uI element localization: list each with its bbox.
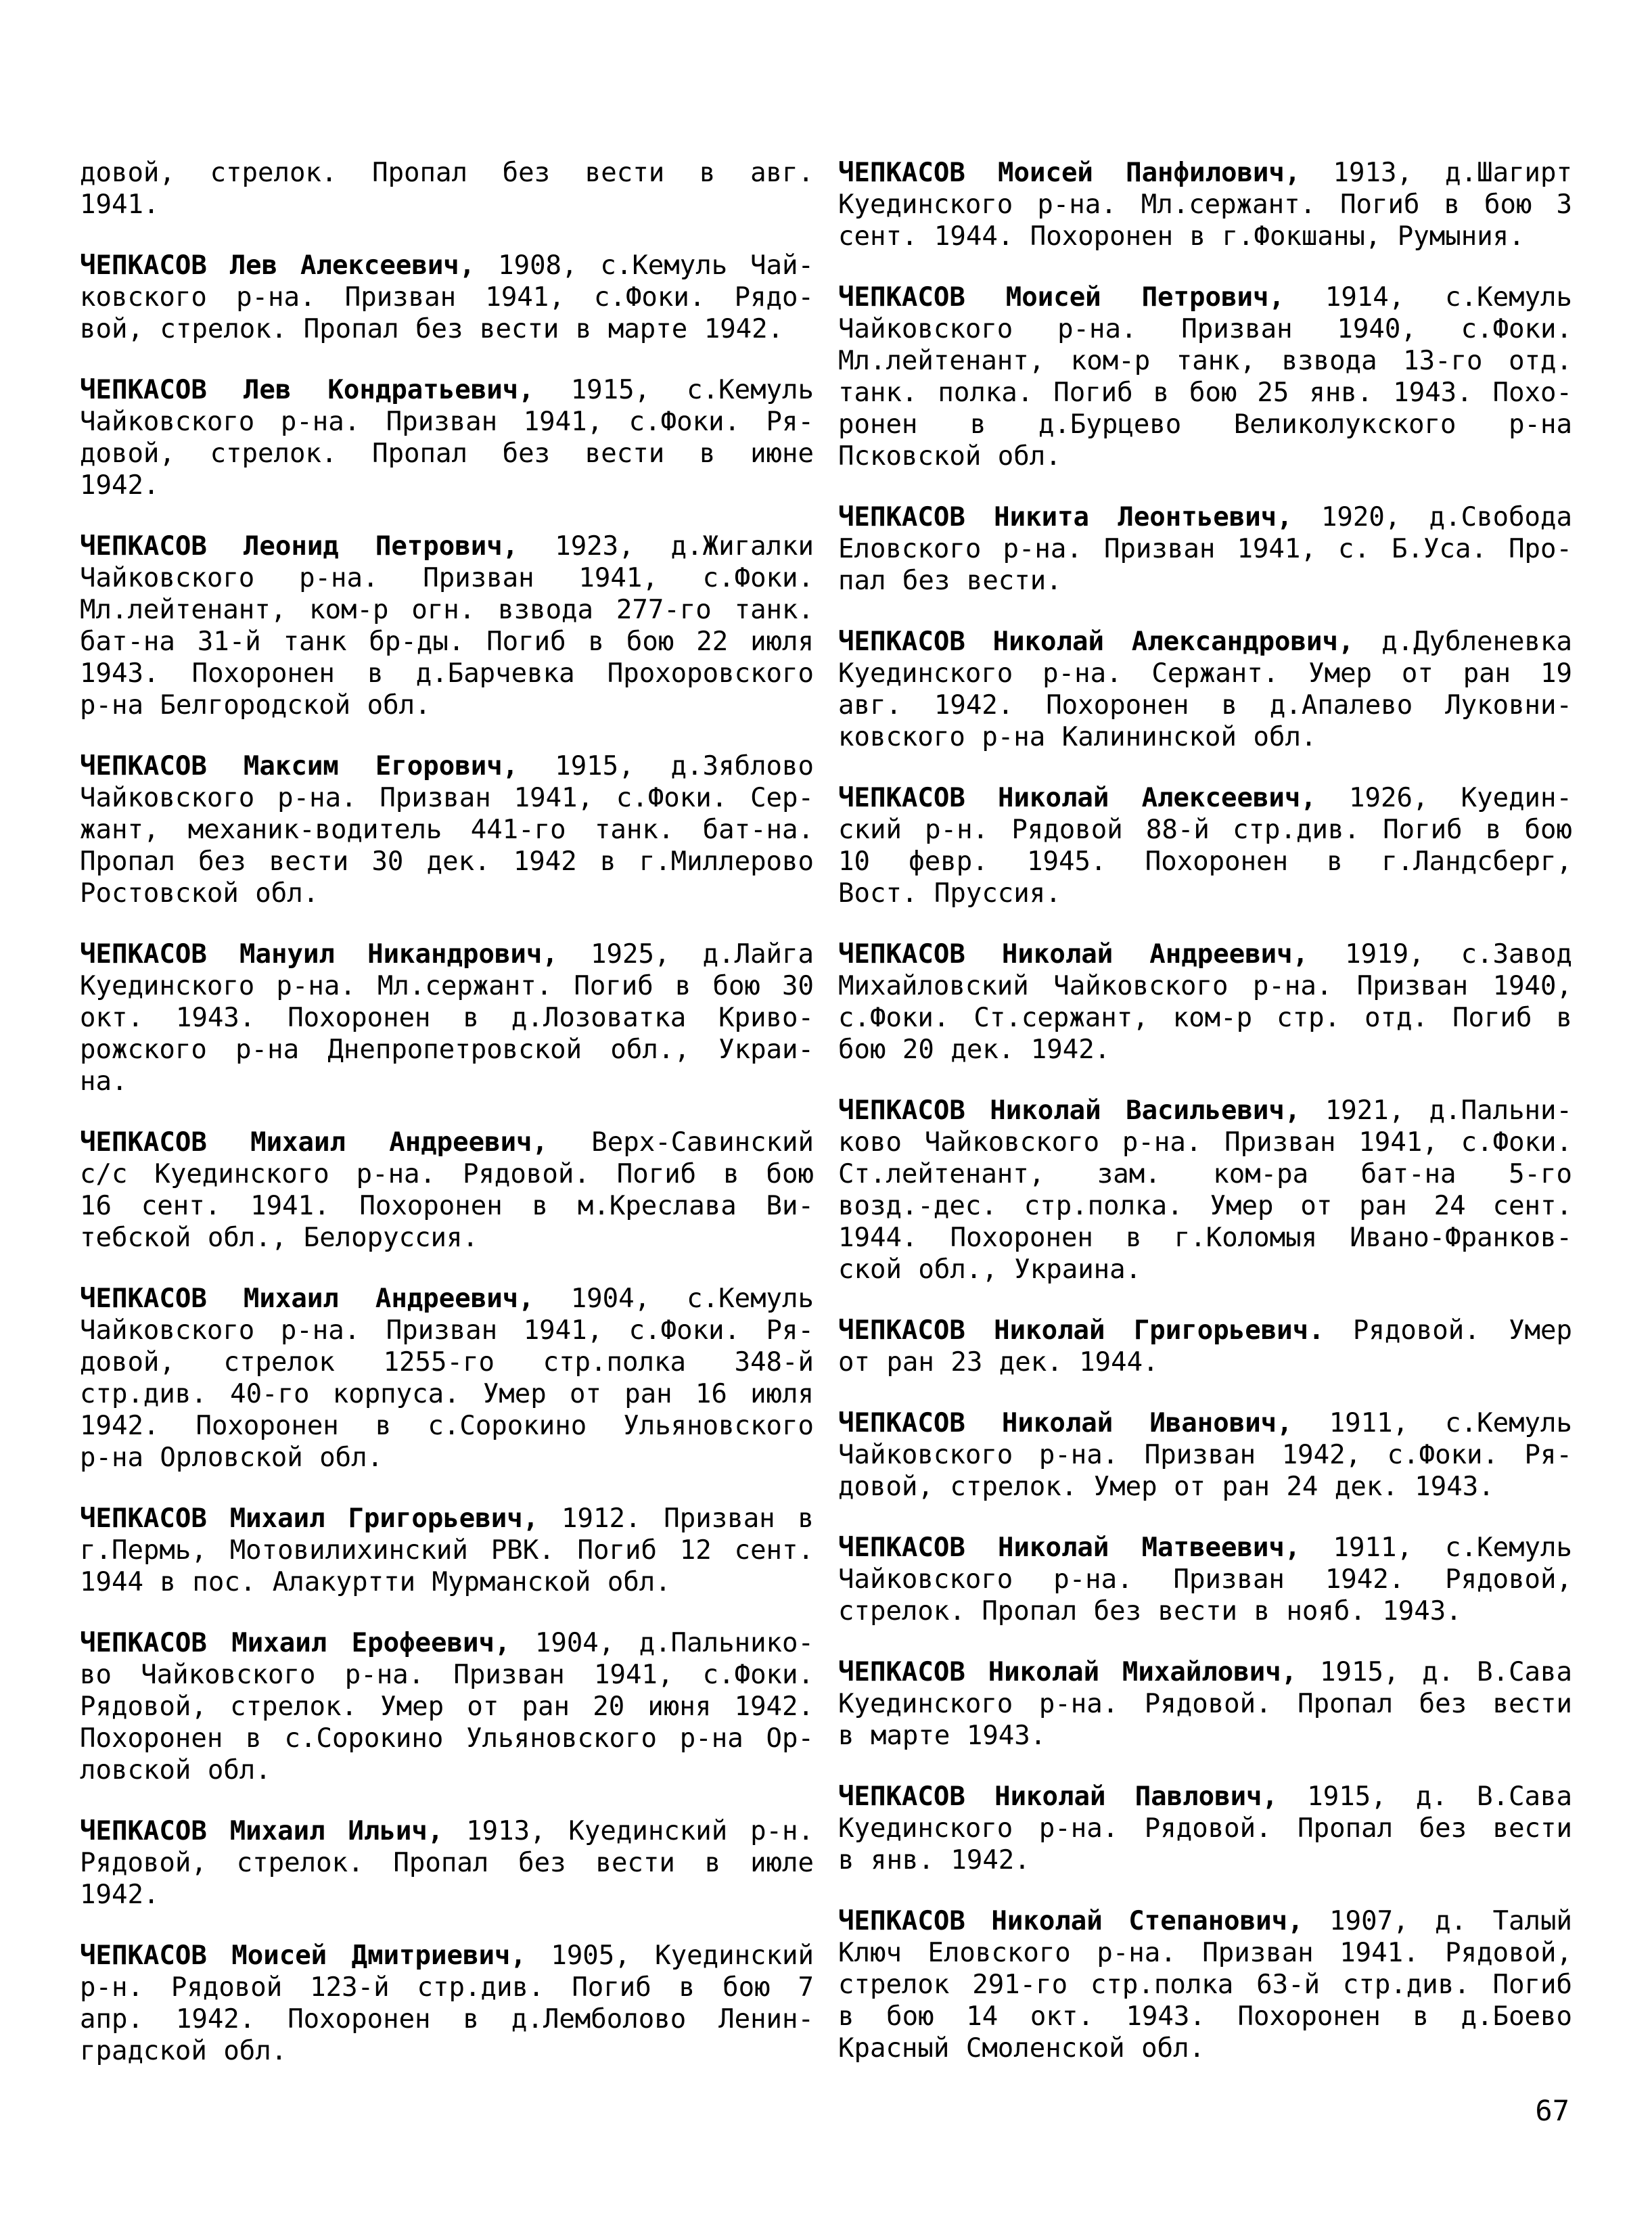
entry-name: ЧЕПКАСОВ Моисей Петрович, [838, 282, 1285, 313]
entry-line: ковского р-на Калининской обл. [838, 722, 1317, 752]
entry-line: ЧЕПКАСОВ Николай Павлович, 1915, д. В.Сава [838, 1781, 1572, 1812]
entry-name: ЧЕПКАСОВ Николай Павлович, [838, 1781, 1279, 1812]
entry-line: Куединского р-на. Сержант. Умер от ран 19 [838, 658, 1572, 689]
entry-line: вой, стрелок. Пропал без вести в марте 1942. [80, 314, 784, 344]
entry-name: ЧЕПКАСОВ Николай Михайлович, [838, 1657, 1298, 1687]
entry-name: ЧЕПКАСОВ Николай Григорьевич. [838, 1315, 1325, 1346]
entry-name: ЧЕПКАСОВ Николай Алексеевич, [838, 783, 1316, 813]
column-left [80, 157, 814, 2067]
entry-line: Куединского р-на. Рядовой. Пропал без вести [838, 1689, 1572, 1719]
entry-line: ЧЕПКАСОВ Леонид Петрович, 1923, д.Жигалки [80, 531, 814, 562]
entry-line: ЧЕПКАСОВ Никита Леонтьевич, 1920, д.Свобода [838, 502, 1572, 532]
entry-line: ЧЕПКАСОВ Николай Андреевич, 1919, с.Завод [838, 939, 1572, 970]
entry-line: апр. 1942. Похоронен в д.Лемболово Ленин- [80, 2004, 814, 2034]
entry-line: сент. 1944. Похоронен в г.Фокшаны, Румыния. [838, 221, 1525, 252]
memorial-entry [80, 938, 814, 1097]
entry-line: в бою 14 окт. 1943. Похоронен в д.Боево [838, 2001, 1572, 2032]
entry-line: р-на Орловской обл. [80, 1442, 384, 1473]
entry-line: стрелок 291-го стр.полка 63-й стр.див. Погиб [838, 1970, 1572, 2000]
entry-line: Ростовской обл. [80, 878, 319, 909]
entry-name: ЧЕПКАСОВ Николай Андреевич, [838, 939, 1309, 970]
entry-name: ЧЕПКАСОВ Михаил Ильич, [80, 1816, 444, 1846]
entry-line: 1943. Похоронен в д.Барчевка Прохоровского [80, 658, 814, 689]
entry-name: ЧЕПКАСОВ Николай Степанович, [838, 1906, 1304, 1936]
entry-line: стр.див. 40-го корпуса. Умер от ран 16 июля [80, 1379, 814, 1409]
entry-line: ЧЕПКАСОВ Моисей Дмитриевич, 1905, Куединский [80, 1940, 814, 1971]
entry-name: ЧЕПКАСОВ Моисей Дмитриевич, [80, 1940, 526, 1971]
entry-line: Чайковского р-на. Призван 1942, с.Фоки. Ря- [838, 1440, 1572, 1470]
entry-line: градской обл. [80, 2036, 288, 2066]
entry-line: ковского р-на. Призван 1941, с.Фоки. Рядо- [80, 282, 814, 313]
memorial-entry [80, 250, 814, 345]
page-number: 67 [1535, 2094, 1569, 2127]
entry-line: ронен в д.Бурцево Великолукского р-на [838, 409, 1572, 440]
memorial-entry [838, 1656, 1572, 1752]
entry-line: Чайковского р-на. Призван 1941, с.Фоки. Ря- [80, 1315, 814, 1346]
memorial-entry [80, 1940, 814, 2067]
entry-line: Куединского р-на. Мл.сержант. Погиб в бою 30 [80, 971, 814, 1001]
entry-line: Мл.лейтенант, ком-р огн. взвода 277-го танк. [80, 595, 814, 625]
memorial-entry [80, 1503, 814, 1598]
entry-line: 1942. [80, 470, 160, 501]
entry-line: ской обл., Украина. [838, 1254, 1142, 1285]
entry-line: Чайковского р-на. Призван 1940, с.Фоки. [838, 314, 1572, 344]
entry-line: Еловского р-на. Призван 1941, с. Б.Уса. Про- [838, 534, 1572, 564]
entry-line: рожского р-на Днепропетровской обл., Украи- [80, 1035, 814, 1065]
entry-name: ЧЕПКАСОВ Николай Александрович, [838, 627, 1354, 657]
entry-line: ЧЕПКАСОВ Лев Алексеевич, 1908, с.Кемуль Чай- [80, 250, 814, 281]
entry-line: ЧЕПКАСОВ Николай Степанович, 1907, д. Талый [838, 1906, 1572, 1936]
entry-line: ЧЕПКАСОВ Николай Михайлович, 1915, д. В.Сава [838, 1657, 1572, 1687]
entry-line: 1942. [80, 1880, 160, 1910]
memorial-entry [838, 626, 1572, 753]
entry-line: на. [80, 1066, 128, 1097]
entry-name: ЧЕПКАСОВ Мануил Никандрович, [80, 939, 558, 970]
entry-name: ЧЕПКАСОВ Михаил Григорьевич, [80, 1503, 539, 1534]
memorial-entry [838, 1781, 1572, 1876]
entry-line: с/с Куединского р-на. Рядовой. Погиб в бою [80, 1159, 814, 1189]
two-column-text-block [80, 157, 1572, 2067]
entry-line: Ключ Еловского р-на. Призван 1941. Рядовой, [838, 1938, 1572, 1968]
entry-name: ЧЕПКАСОВ Леонид Петрович, [80, 531, 519, 562]
entry-line: 16 сент. 1941. Похоронен в м.Креслава Ви- [80, 1191, 814, 1221]
memorial-entry [838, 501, 1572, 597]
entry-line: Чайковского р-на. Призван 1941, с.Фоки. [80, 563, 814, 593]
entry-line: ловской обл. [80, 1755, 271, 1786]
entry-name: ЧЕПКАСОВ Михаил Андреевич, [80, 1127, 549, 1158]
entry-line: жант, механик-водитель 441-го танк. бат-на. [80, 815, 814, 845]
entry-name: ЧЕПКАСОВ Михаил Ерофеевич, [80, 1628, 511, 1658]
entry-line: ский р-н. Рядовой 88-й стр.див. Погиб в бою [838, 815, 1572, 845]
memorial-entry [838, 1095, 1572, 1286]
entry-line: Ст.лейтенант, зам. ком-ра бат-на 5-го [838, 1159, 1572, 1189]
entry-line: ЧЕПКАСОВ Михаил Григорьевич, 1912. Призван в [80, 1503, 814, 1534]
memorial-entry [80, 157, 814, 221]
memorial-entry [838, 1905, 1572, 2064]
memorial-entry [80, 374, 814, 501]
memorial-entry [80, 750, 814, 909]
entry-line: пал без вести. [838, 566, 1062, 596]
entry-line: Псковской обл. [838, 441, 1061, 472]
entry-line: Вост. Пруссия. [838, 878, 1061, 909]
entry-line: Пропал без вести 30 дек. 1942 в г.Миллерово [80, 846, 814, 877]
entry-line: довой, стрелок. Умер от ран 24 дек. 1943. [838, 1472, 1494, 1502]
entry-line: Михайловский Чайковского р-на. Призван 1940, [838, 971, 1572, 1001]
entry-line: ЧЕПКАСОВ Михаил Андреевич, Верх-Савинский [80, 1127, 814, 1158]
entry-name: ЧЕПКАСОВ Лев Алексеевич, [80, 250, 476, 281]
entry-line: 1942. Похоронен в с.Сорокино Ульяновского [80, 1411, 814, 1441]
entry-line: бою 20 дек. 1942. [838, 1035, 1111, 1065]
entry-line: р-на Белгородской обл. [80, 690, 431, 721]
entry-line: Рядовой, стрелок. Пропал без вести в июле [80, 1848, 814, 1878]
entry-line: р-н. Рядовой 123-й стр.див. Погиб в бою 7 [80, 1972, 814, 2003]
entry-line: Чайковского р-на. Призван 1942. Рядовой, [838, 1564, 1572, 1595]
entry-line: в янв. 1942. [838, 1845, 1030, 1875]
entry-line: от ран 23 дек. 1944. [838, 1347, 1159, 1378]
entry-line: с.Фоки. Ст.сержант, ком-р стр. отд. Погиб в [838, 1003, 1572, 1033]
entry-line: ково Чайковского р-на. Призван 1941, с.Фоки. [838, 1127, 1572, 1158]
memorial-entry [838, 782, 1572, 909]
entry-line: во Чайковского р-на. Призван 1941, с.Фоки. [80, 1660, 814, 1690]
entry-line: авг. 1942. Похоронен в д.Апалево Луковни- [838, 690, 1572, 721]
entry-line: ЧЕПКАСОВ Михаил Ерофеевич, 1904, д.Пальнико- [80, 1628, 814, 1658]
entry-line: тебской обл., Белоруссия. [80, 1223, 478, 1253]
entry-line: 1941. [80, 189, 160, 220]
entry-line: ЧЕПКАСОВ Лев Кондратьевич, 1915, с.Кемуль [80, 375, 814, 405]
entry-name: ЧЕПКАСОВ Михаил Андреевич, [80, 1283, 534, 1314]
entry-line: танк. полка. Погиб в бою 25 янв. 1943. Похо- [838, 378, 1572, 408]
entry-line: довой, стрелок 1255-го стр.полка 348-й [80, 1347, 814, 1378]
entry-line: ЧЕПКАСОВ Моисей Панфилович, 1913, д.Шагирт [838, 158, 1572, 188]
entry-line: ЧЕПКАСОВ Николай Матвеевич, 1911, с.Кемуль [838, 1532, 1572, 1563]
entry-line: ЧЕПКАСОВ Мануил Никандрович, 1925, д.Лайга [80, 939, 814, 970]
entry-name: ЧЕПКАСОВ Максим Егорович, [80, 751, 519, 781]
memorial-entry [838, 157, 1572, 252]
entry-line: Чайковского р-на. Призван 1941, с.Фоки. Сер- [80, 783, 814, 813]
entry-name: ЧЕПКАСОВ Никита Леонтьевич, [838, 502, 1293, 532]
entry-line: Мл.лейтенант, ком-р танк, взвода 13-го отд. [838, 346, 1572, 376]
entry-line: ЧЕПКАСОВ Моисей Петрович, 1914, с.Кемуль [838, 282, 1573, 313]
entry-line: ЧЕПКАСОВ Николай Григорьевич. Рядовой. Умер [838, 1315, 1572, 1346]
entry-line: Куединского р-на. Мл.сержант. Погиб в бою 3 [838, 189, 1572, 220]
memorial-entry [80, 1627, 814, 1786]
entry-line: 1944 в пос. Алакуртти Мурманской обл. [80, 1567, 671, 1597]
memorial-entry [838, 281, 1572, 472]
entry-line: стрелок. Пропал без вести в нояб. 1943. [838, 1596, 1462, 1627]
entry-name: ЧЕПКАСОВ Лев Кондратьевич, [80, 375, 534, 405]
entry-name: ЧЕПКАСОВ Николай Иванович, [838, 1408, 1293, 1438]
memorial-entry [80, 530, 814, 721]
memorial-entry [838, 1532, 1572, 1627]
entry-line: ЧЕПКАСОВ Николай Васильевич, 1921, д.Пальни- [838, 1095, 1572, 1126]
entry-name: ЧЕПКАСОВ Николай Васильевич, [838, 1095, 1301, 1126]
entry-line: Чайковского р-на. Призван 1941, с.Фоки. Ря- [80, 407, 814, 437]
entry-line: ЧЕПКАСОВ Николай Александрович, д.Дубленевка [838, 627, 1572, 657]
entry-line: 10 февр. 1945. Похоронен в г.Ландсберг, [838, 846, 1572, 877]
entry-line: ЧЕПКАСОВ Михаил Ильич, 1913, Куединский р-н. [80, 1816, 814, 1846]
entry-name: ЧЕПКАСОВ Моисей Панфилович, [838, 158, 1301, 188]
column-right [838, 157, 1572, 2067]
entry-line: довой, стрелок. Пропал без вести в авг. [80, 158, 814, 188]
memorial-entry [80, 1127, 814, 1254]
entry-line: довой, стрелок. Пропал без вести в июне [80, 438, 814, 469]
entry-line: Красный Смоленской обл. [838, 2033, 1206, 2064]
entry-line: возд.-дес. стр.полка. Умер от ран 24 сент. [838, 1191, 1572, 1221]
entry-line: Рядовой, стрелок. Умер от ран 20 июня 1942. [80, 1691, 814, 1722]
entry-line: ЧЕПКАСОВ Николай Иванович, 1911, с.Кемуль [838, 1408, 1572, 1438]
entry-line: 1944. Похоронен в г.Коломыя Ивано-Франков- [838, 1223, 1572, 1253]
entry-line: бат-на 31-й танк бр-ды. Погиб в бою 22 июля [80, 627, 814, 657]
memorial-entry [80, 1283, 814, 1474]
entry-line: в марте 1943. [838, 1721, 1047, 1751]
entry-line: ЧЕПКАСОВ Николай Алексеевич, 1926, Куедин- [838, 783, 1572, 813]
entry-name: ЧЕПКАСОВ Николай Матвеевич, [838, 1532, 1301, 1563]
entry-line: Похоронен в с.Сорокино Ульяновского р-на Ор- [80, 1723, 814, 1754]
memorial-entry [80, 1815, 814, 1911]
entry-line: ЧЕПКАСОВ Максим Егорович, 1915, д.Зяблово [80, 751, 814, 781]
memorial-entry [838, 938, 1572, 1066]
entry-line: окт. 1943. Похоронен в д.Лозоватка Криво- [80, 1003, 814, 1033]
entry-line: г.Пермь, Мотовилихинский РВК. Погиб 12 сент. [80, 1535, 814, 1566]
memorial-entry [838, 1315, 1572, 1378]
memorial-entry [838, 1407, 1572, 1503]
entry-line: Куединского р-на. Рядовой. Пропал без вести [838, 1813, 1572, 1844]
entry-line: ЧЕПКАСОВ Михаил Андреевич, 1904, с.Кемуль [80, 1283, 814, 1314]
